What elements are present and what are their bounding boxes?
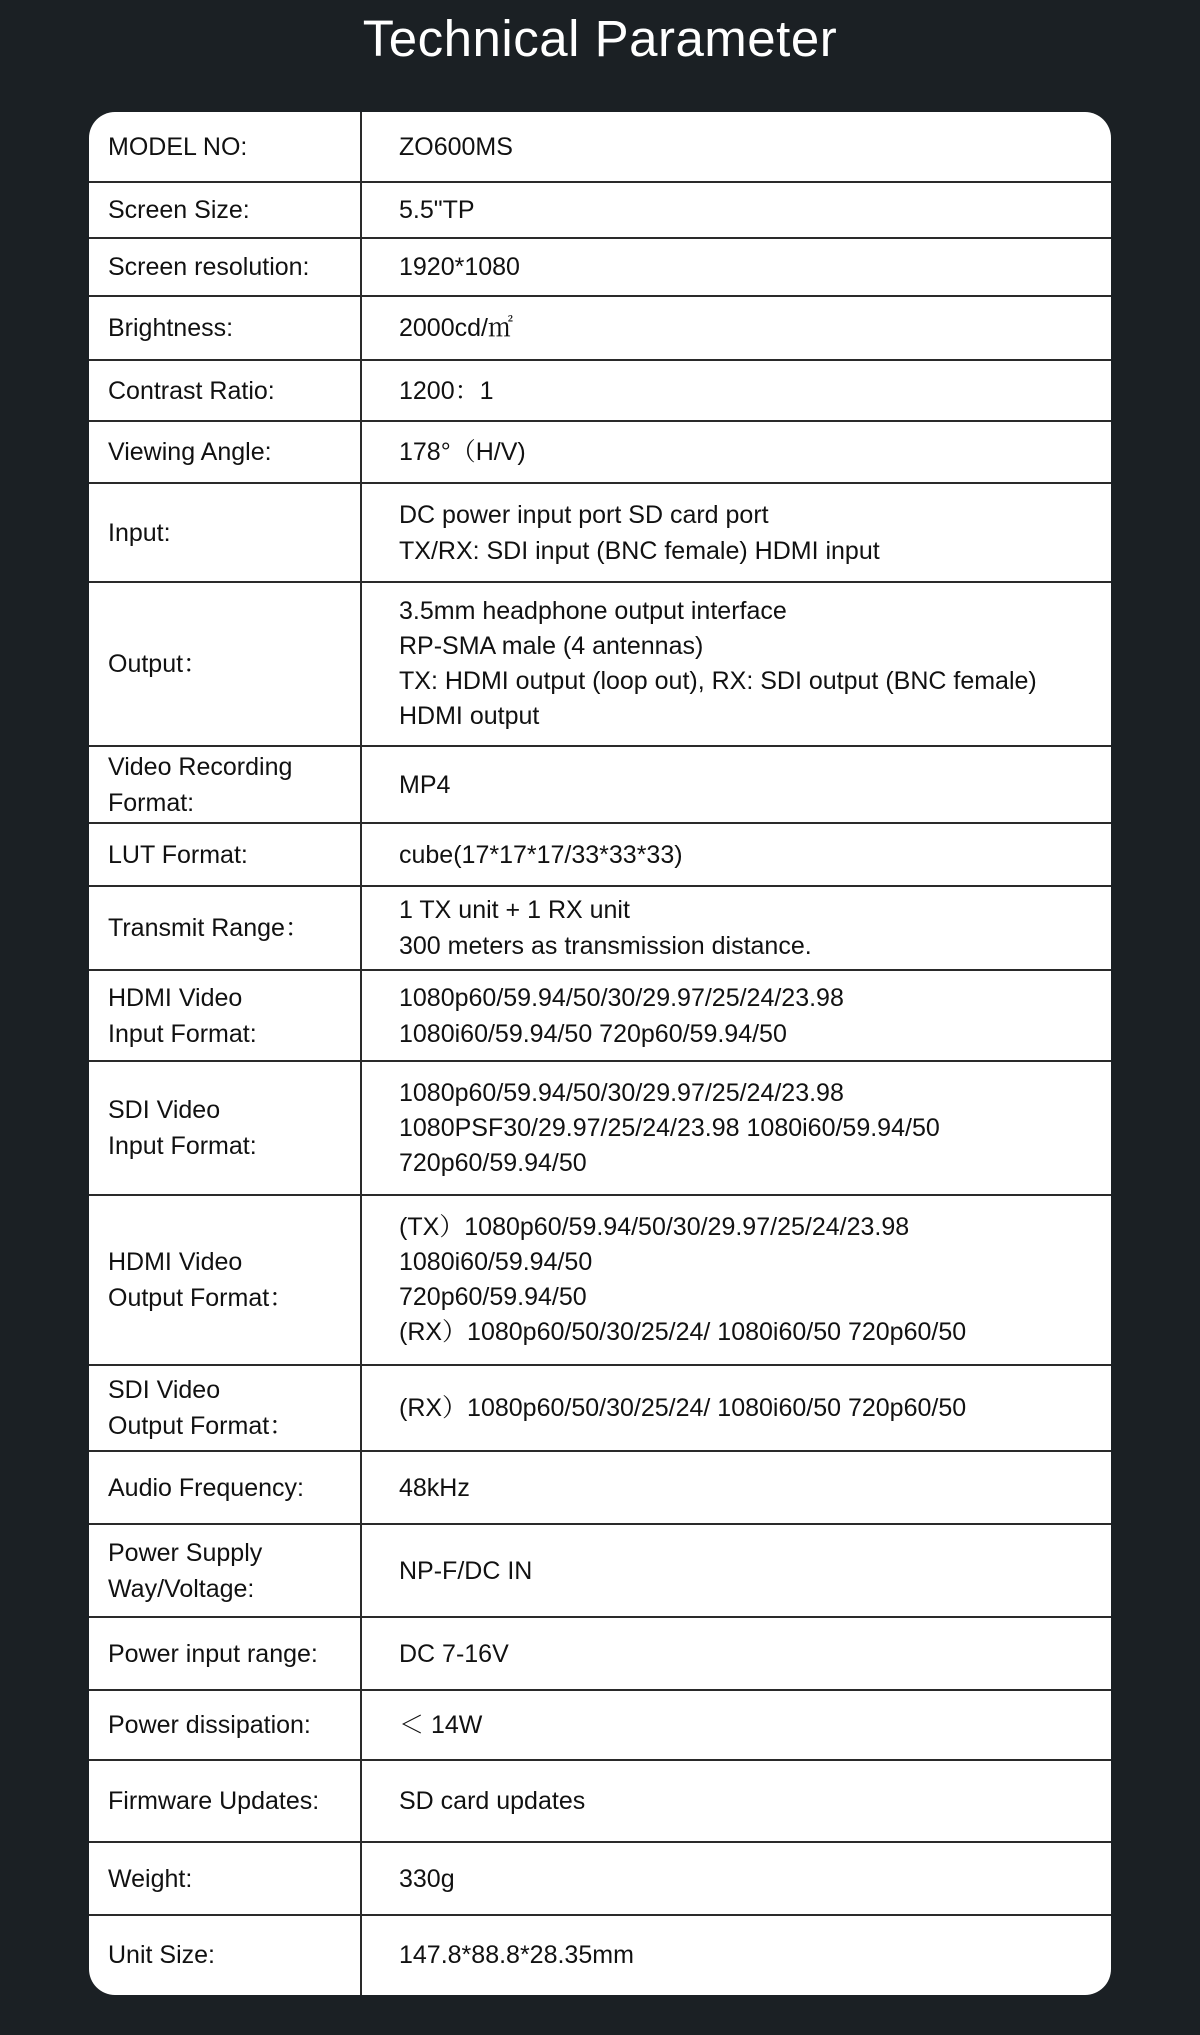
spec-value-line: (TX）1080p60/59.94/50/30/29.97/25/24/23.98	[399, 1213, 910, 1241]
spec-label-line: Screen resolution:	[108, 253, 310, 281]
spec-value-line: 1080PSF30/29.97/25/24/23.98 1080i60/59.94/50	[399, 1113, 940, 1142]
spec-label-line: Input Format:	[108, 1019, 257, 1048]
spec-value	[399, 823, 1099, 886]
table-row	[89, 112, 1111, 182]
spec-value-line: 1 TX unit + 1 RX unit	[399, 896, 630, 924]
spec-label	[108, 970, 353, 1061]
spec-value-line: (RX）1080p60/50/30/25/24/ 1080i60/50 720p60/50	[399, 1394, 967, 1422]
spec-label	[108, 1195, 353, 1365]
spec-label	[108, 1617, 353, 1690]
spec-value-line: HDMI output	[399, 702, 540, 730]
spec-label-line: Audio Frequency:	[108, 1473, 304, 1502]
table-row	[89, 1524, 1111, 1617]
spec-label	[108, 483, 353, 582]
spec-value-line: 5.5"TP	[399, 196, 475, 224]
spec-label-line: LUT Format:	[108, 840, 248, 869]
spec-value	[399, 296, 1099, 360]
spec-label	[108, 238, 353, 296]
spec-label-line: Power dissipation:	[108, 1711, 311, 1739]
spec-value	[399, 1760, 1099, 1842]
spec-label-line: Screen Size:	[108, 196, 250, 224]
spec-value	[399, 483, 1099, 582]
spec-value-line: TX/RX: SDI input (BNC female) HDMI input	[399, 536, 880, 565]
spec-value-line: 48kHz	[399, 1473, 470, 1502]
table-row	[89, 1451, 1111, 1524]
spec-value-line: 330g	[399, 1864, 455, 1893]
spec-table	[89, 112, 1111, 1995]
table-row	[89, 483, 1111, 582]
table-row	[89, 1760, 1111, 1842]
spec-value-line: RP-SMA male (4 antennas)	[399, 632, 704, 660]
spec-value-line: DC 7-16V	[399, 1639, 509, 1668]
spec-value-line: NP-F/DC IN	[399, 1556, 533, 1585]
spec-value	[399, 886, 1099, 970]
spec-value-line: 300 meters as transmission distance.	[399, 932, 812, 960]
table-row	[89, 1690, 1111, 1760]
table-row	[89, 1617, 1111, 1690]
spec-value-line: 720p60/59.94/50	[399, 1148, 587, 1177]
spec-label	[108, 1842, 353, 1915]
spec-label-line: Output Format：	[108, 1412, 295, 1440]
spec-value-line: 1080i60/59.94/50	[399, 1248, 593, 1276]
spec-value	[399, 360, 1099, 421]
table-row	[89, 182, 1111, 238]
spec-label	[108, 296, 353, 360]
spec-label-line: MODEL NO:	[108, 133, 248, 161]
spec-value	[399, 1365, 1099, 1451]
spec-value-line: 1080p60/59.94/50/30/29.97/25/24/23.98	[399, 1078, 844, 1107]
spec-value-line: 720p60/59.94/50	[399, 1283, 587, 1311]
spec-value-line: 1080p60/59.94/50/30/29.97/25/24/23.98	[399, 983, 844, 1012]
spec-value-line: ZO600MS	[399, 133, 513, 161]
spec-value	[399, 1451, 1099, 1524]
spec-value-line: 3.5mm headphone output interface	[399, 597, 787, 625]
table-row	[89, 746, 1111, 823]
spec-label	[108, 823, 353, 886]
spec-label-line: Viewing Angle:	[108, 438, 272, 466]
spec-label	[108, 182, 353, 238]
spec-label-line: Power input range:	[108, 1639, 318, 1668]
spec-label	[108, 886, 353, 970]
spec-label	[108, 1760, 353, 1842]
spec-label-line: Output：	[108, 650, 209, 678]
table-row	[89, 1195, 1111, 1365]
spec-label-line: HDMI Video	[108, 983, 243, 1012]
spec-label-line: Contrast Ratio:	[108, 376, 275, 405]
spec-label-line: Input Format:	[108, 1132, 257, 1160]
spec-label-line: Output Format：	[108, 1284, 295, 1312]
spec-value-line: 1080i60/59.94/50 720p60/59.94/50	[399, 1019, 787, 1048]
spec-value	[399, 1690, 1099, 1760]
spec-label-line: HDMI Video	[108, 1248, 243, 1276]
spec-value-line: 178°（H/V)	[399, 438, 526, 466]
spec-value-line: 147.8*88.8*28.35mm	[399, 1941, 634, 1969]
spec-value-line: 2000cd/㎡	[399, 314, 513, 342]
table-row	[89, 238, 1111, 296]
table-row	[89, 1842, 1111, 1915]
spec-label	[108, 582, 353, 746]
spec-label-line: Firmware Updates:	[108, 1787, 320, 1815]
spec-value	[399, 182, 1099, 238]
spec-label-line: Unit Size:	[108, 1941, 215, 1969]
spec-label	[108, 112, 353, 182]
spec-value	[399, 746, 1099, 823]
spec-label	[108, 1365, 353, 1451]
spec-value	[399, 1195, 1099, 1365]
spec-value	[399, 1842, 1099, 1915]
spec-value-line: 1920*1080	[399, 253, 520, 281]
spec-value-line: DC power input port SD card port	[399, 500, 769, 529]
table-row	[89, 823, 1111, 886]
spec-value	[399, 970, 1099, 1061]
spec-value-line: MP4	[399, 770, 451, 799]
table-row	[89, 1365, 1111, 1451]
spec-label-line: Power Supply	[108, 1538, 263, 1567]
spec-value	[399, 1061, 1099, 1195]
table-row	[89, 296, 1111, 360]
spec-label	[108, 421, 353, 483]
spec-value	[399, 238, 1099, 296]
spec-label	[108, 1524, 353, 1617]
spec-label-line: Weight:	[108, 1864, 193, 1893]
spec-label	[108, 1061, 353, 1195]
spec-label	[108, 746, 353, 823]
spec-value-line: 1200：1	[399, 376, 494, 405]
spec-label	[108, 1451, 353, 1524]
table-row	[89, 1061, 1111, 1195]
table-row	[89, 360, 1111, 421]
spec-label-line: Video Recording	[108, 752, 293, 781]
spec-label-line: Input:	[108, 518, 171, 547]
table-row	[89, 421, 1111, 483]
table-row	[89, 582, 1111, 746]
spec-value-line: SD card updates	[399, 1787, 586, 1815]
spec-label	[108, 1915, 353, 1995]
spec-label-line: Transmit Range：	[108, 914, 310, 942]
spec-value	[399, 582, 1099, 746]
spec-value	[399, 421, 1099, 483]
spec-label	[108, 1690, 353, 1760]
spec-value-line: (RX）1080p60/50/30/25/24/ 1080i60/50 720p60/50	[399, 1318, 967, 1346]
spec-label	[108, 360, 353, 421]
spec-label-line: SDI Video	[108, 1096, 221, 1124]
spec-label-line: Brightness:	[108, 314, 234, 342]
table-row	[89, 970, 1111, 1061]
spec-value	[399, 112, 1099, 182]
spec-value	[399, 1617, 1099, 1690]
spec-label-line: SDI Video	[108, 1376, 221, 1404]
spec-value-line: TX: HDMI output (loop out), RX: SDI output (BNC female)	[399, 667, 1037, 695]
spec-value	[399, 1524, 1099, 1617]
spec-value	[399, 1915, 1099, 1995]
table-row	[89, 1915, 1111, 1995]
spec-value-line: cube(17*17*17/33*33*33)	[399, 840, 683, 869]
spec-value-line: ＜ 14W	[399, 1711, 483, 1739]
table-row	[89, 886, 1111, 970]
spec-label-line: Way/Voltage:	[108, 1574, 255, 1603]
page-title: Technical Parameter	[362, 10, 838, 67]
spec-label-line: Format:	[108, 788, 195, 817]
